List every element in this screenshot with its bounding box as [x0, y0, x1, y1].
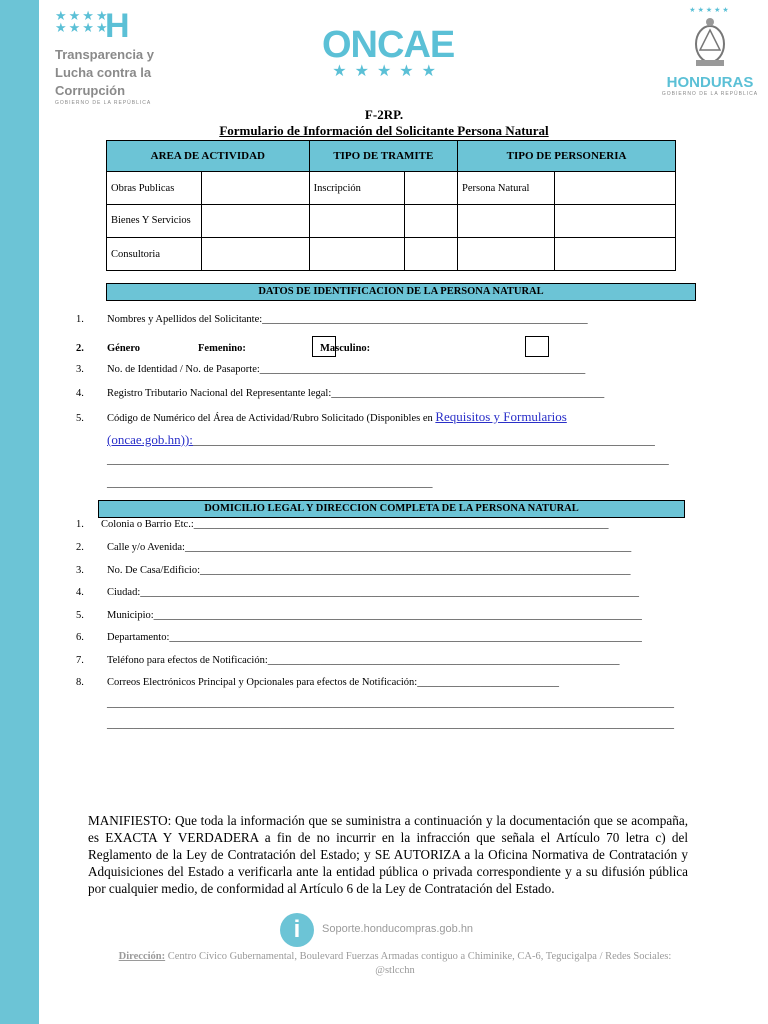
logo-gov-text: GOBIERNO DE LA REPÚBLICA	[55, 100, 152, 106]
field-departamento[interactable]	[76, 631, 642, 645]
oncae-logo	[322, 26, 454, 80]
field-codigo-line[interactable]	[107, 433, 655, 449]
field-correos-line-2[interactable]: ____________________________________________________________________________________________________________	[107, 698, 674, 709]
field-telefono[interactable]	[76, 654, 620, 668]
logo-line-2: Lucha contra la	[55, 65, 152, 80]
logo-line-1: Transparencia y	[55, 47, 154, 62]
field-colonia[interactable]	[76, 518, 608, 532]
cell-bienes-servicios: Bienes Y Servicios	[107, 205, 202, 238]
field-label: Colonia o Barrio Etc.:_______________________________________________________________________________	[101, 519, 609, 530]
field-genero	[76, 342, 140, 356]
item-number: 4.	[76, 587, 84, 598]
item-number: 2.	[76, 343, 84, 354]
honduras-gov-text: GOBIERNO DE LA REPÚBLICA	[661, 91, 759, 97]
item-number: 1.	[76, 314, 84, 325]
item-number: 2.	[76, 542, 84, 553]
cell-empty-6	[404, 238, 457, 271]
field-label: Código de Numérico del Área de Actividad/Rubro Solicitado (Disponibles en	[107, 413, 436, 424]
field-label: No. De Casa/Edificio:__________________________________________________________________________________	[107, 565, 631, 576]
blank-line: ________________________________________________________________________________________	[192, 436, 655, 447]
footer-direccion	[110, 950, 680, 978]
section-identificacion-title: DATOS DE IDENTIFICACION DE LA PERSONA NATURAL	[106, 283, 696, 301]
section-domicilio-title: DOMICILIO LEGAL Y DIRECCION COMPLETA DE LA PERSONA NATURAL	[98, 500, 685, 518]
logo-line-3: Corrupción	[55, 83, 126, 98]
cell-inscripcion: Inscripción	[309, 172, 404, 205]
field-municipio[interactable]	[76, 609, 642, 623]
field-casa[interactable]	[76, 564, 631, 578]
honduras-logo	[660, 6, 760, 97]
item-number: 5.	[76, 610, 84, 621]
info-icon: i	[280, 913, 314, 947]
item-number: 3.	[76, 364, 84, 375]
cell-empty-1	[309, 205, 404, 238]
checkbox-cell-obras[interactable]	[202, 172, 310, 205]
oncae-wordmark: ONCAE	[322, 24, 455, 66]
field-calle[interactable]	[76, 541, 631, 555]
item-number: 5.	[76, 413, 84, 424]
left-accent-bar	[0, 0, 39, 1024]
masculino-label: Masculino:	[320, 343, 371, 354]
cell-empty-8	[555, 238, 676, 271]
manifiesto-text: MANIFIESTO: Que toda la información que se suministra a continuación y la documentación que se acompaña, es EXACTA Y VERDADERA a fin de no incurrir en la infracción que señala el Artículo 70 letra c) del Reglamento de la Ley de Contratación del Estado; y SE AUTORIZA a la Oficina Normativa de Contratación y Adquisiciones del Estado a verificarla ante la entidad pública o privada correspondiente y a su difusión pública por cualquier medio, de conformidad al Artículo 6 de la Ley de Contratación del Estado.	[88, 813, 688, 896]
cell-empty-2	[404, 205, 457, 238]
field-label: Departamento:__________________________________________________________________________________________	[107, 632, 642, 643]
item-number: 8.	[76, 677, 84, 688]
field-label: Calle y/o Avenida:_____________________________________________________________________________________	[107, 542, 632, 553]
item-number: 6.	[76, 632, 84, 643]
header-area: AREA DE ACTIVIDAD	[107, 141, 310, 172]
cell-empty-4	[555, 205, 676, 238]
field-codigo-line-3[interactable]: ______________________________________________________________	[107, 478, 433, 489]
item-number: 3.	[76, 565, 84, 576]
activity-table	[106, 140, 676, 271]
oncae-link[interactable]: (oncae.gob.hn)):	[107, 432, 193, 447]
item-number: 7.	[76, 655, 84, 666]
field-label: Correos Electrónicos Principal y Opcionales para efectos de Notificación:___________________________	[107, 677, 559, 688]
field-label: Teléfono para efectos de Notificación:___________________________________________________________________	[107, 655, 620, 666]
checkbox-cell-inscripcion[interactable]	[404, 172, 457, 205]
field-label: Registro Tributario Nacional del Representante legal:____________________________________________________	[107, 388, 605, 399]
field-correos-line-3[interactable]: ____________________________________________________________________________________________________________	[107, 719, 674, 730]
direccion-text: Centro Cívico Gubernamental, Boulevard Fuerzas Armadas contiguo a Chiminike, CA-6, Tegucigalpa / Redes Sociales: @stlcchn	[165, 951, 672, 976]
logo-h-mark: H	[105, 7, 130, 45]
field-identidad[interactable]	[76, 363, 585, 377]
masculino-checkbox[interactable]	[525, 336, 549, 357]
field-codigo-line-2[interactable]: ___________________________________________________________________________________________________________	[107, 455, 669, 466]
honduras-wordmark: HONDURAS	[666, 74, 754, 91]
requisitos-link[interactable]: Requisitos y Formularios	[435, 409, 567, 424]
field-nombres[interactable]	[76, 313, 588, 327]
field-ciudad[interactable]	[76, 586, 639, 600]
field-label: Nombres y Apellidos del Solicitante:______________________________________________________________	[107, 314, 588, 325]
checkbox-cell-consultoria[interactable]	[202, 238, 310, 271]
cell-empty-7	[458, 238, 555, 271]
direccion-label: Dirección:	[118, 951, 166, 962]
cell-empty-5	[309, 238, 404, 271]
field-label: Ciudad:_______________________________________________________________________________________________	[107, 587, 639, 598]
field-codigo	[76, 410, 567, 426]
oncae-stars: ★★★★★	[332, 63, 444, 80]
header-tramite: TIPO DE TRAMITE	[309, 141, 457, 172]
field-label: Género	[107, 343, 141, 354]
field-correos[interactable]	[76, 676, 559, 690]
cell-obras-publicas: Obras Publicas	[107, 172, 202, 205]
header-personeria: TIPO DE PERSONERIA	[458, 141, 676, 172]
field-label: Municipio:_____________________________________________________________________________________________	[107, 610, 642, 621]
soporte-link[interactable]: Soporte.honducompras.gob.hn	[322, 923, 474, 935]
femenino-label: Femenino:	[198, 343, 246, 354]
coat-stars: ★★★★★	[689, 6, 731, 14]
cell-persona-natural: Persona Natural	[458, 172, 555, 205]
form-title: Formulario de Información del Solicitante Persona Natural	[219, 123, 549, 138]
logo-text	[55, 46, 185, 100]
form-code: F-2RP.	[364, 107, 404, 122]
field-label: No. de Identidad / No. de Pasaporte:______________________________________________________________	[107, 364, 586, 375]
cell-consultoria: Consultoria	[107, 238, 202, 271]
logo-stars: ★★★★	[55, 8, 110, 23]
transparencia-logo	[55, 7, 185, 106]
field-rtn[interactable]	[76, 387, 604, 401]
checkbox-cell-bienes[interactable]	[202, 205, 310, 238]
coat-of-arms-icon	[686, 14, 734, 70]
cell-empty-3	[458, 205, 555, 238]
logo-stars-2: ★★★★	[55, 20, 110, 35]
item-number: 4.	[76, 388, 84, 399]
checkbox-cell-persona[interactable]	[555, 172, 676, 205]
item-number: 1.	[76, 519, 84, 530]
